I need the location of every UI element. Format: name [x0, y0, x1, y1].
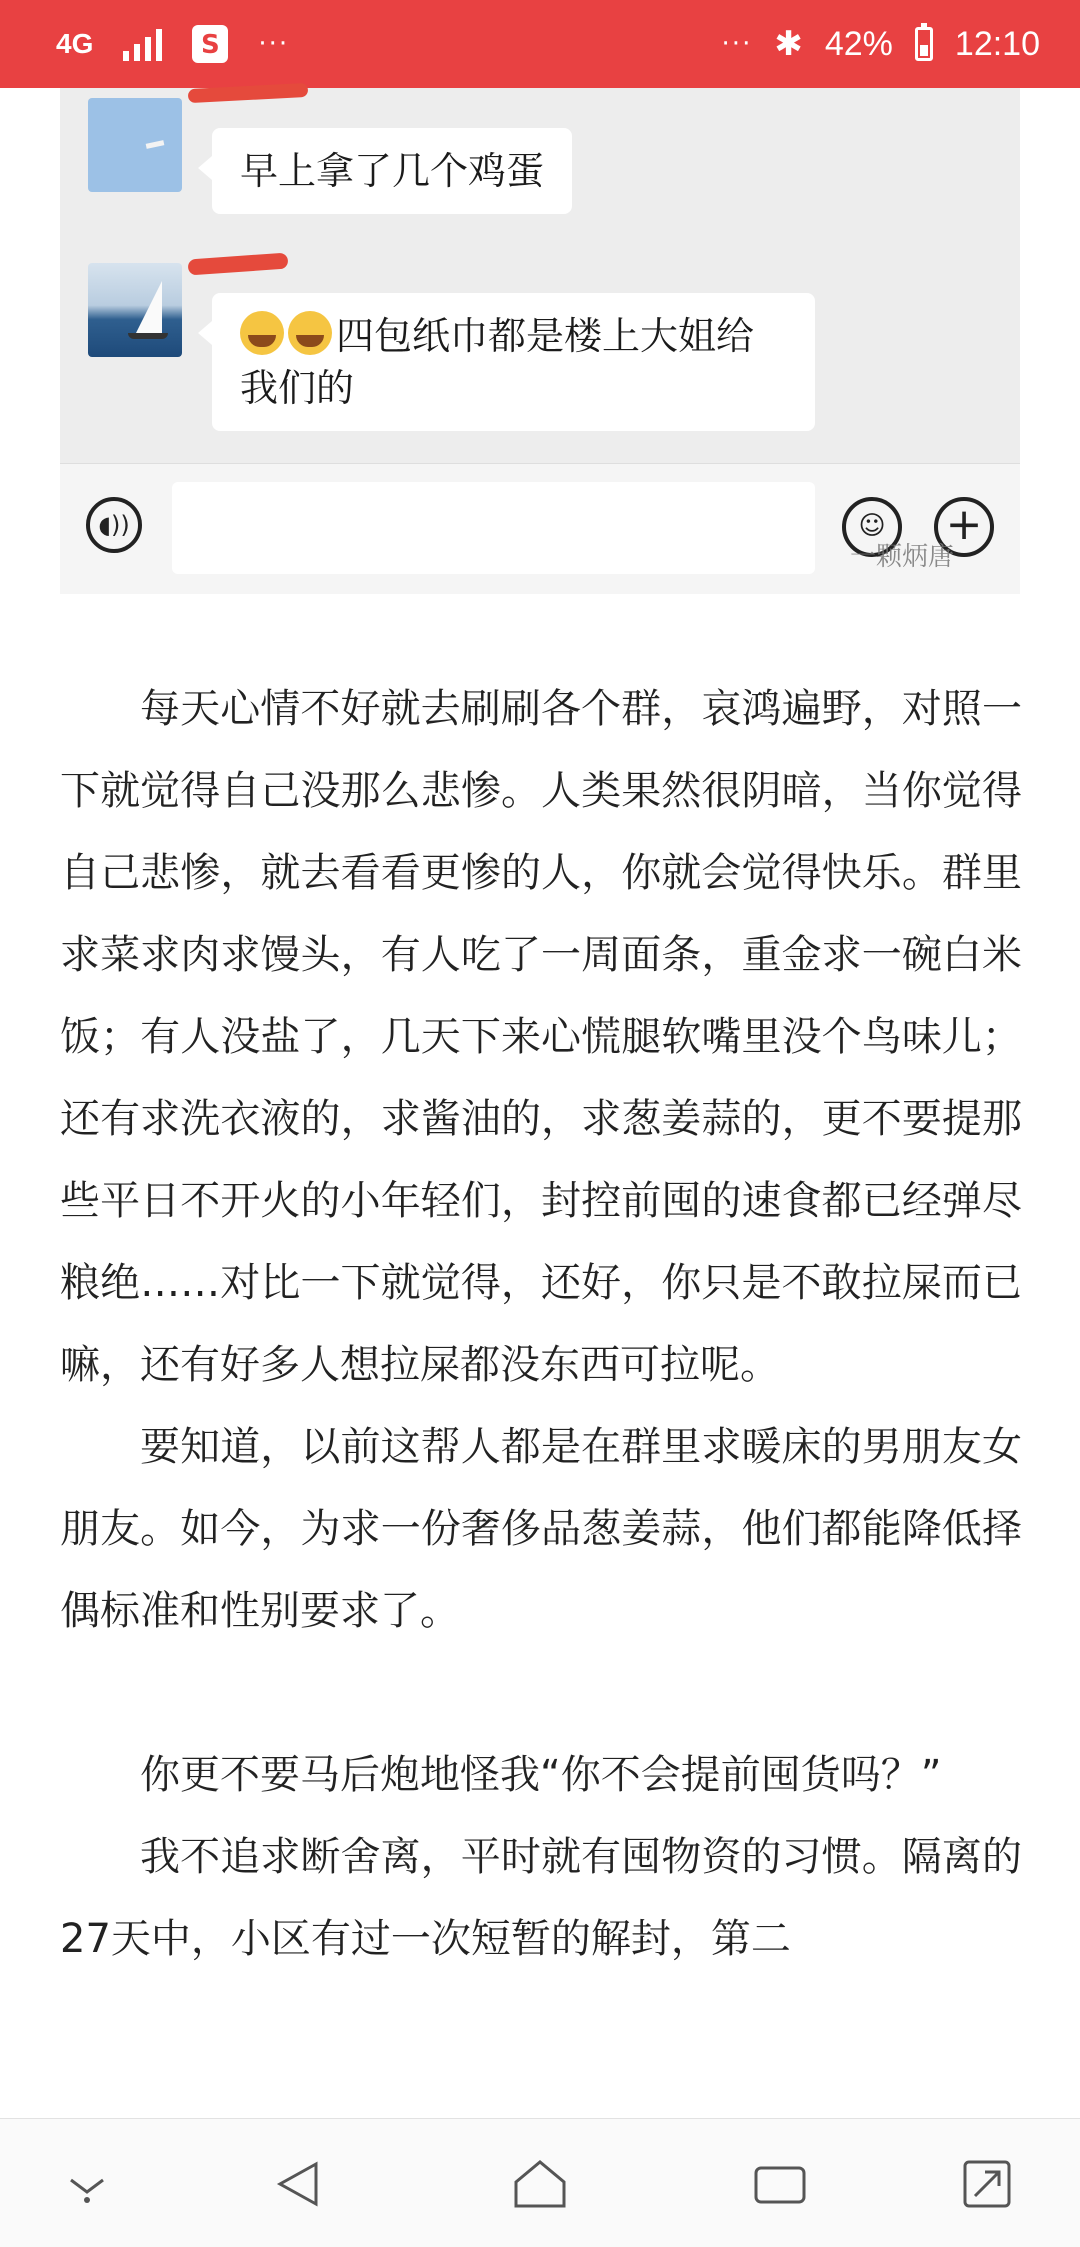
status-bar-left: [56, 0, 289, 88]
network-type: 4G: [56, 28, 94, 59]
chevron-down-icon[interactable]: [52, 2149, 122, 2219]
paragraph: 我不追求断舍离，平时就有囤物资的习惯。隔离的27天中，小区有过一次短暂的解封，第二: [60, 1834, 1022, 1962]
home-icon[interactable]: [505, 2149, 575, 2219]
boat-hull: [128, 333, 168, 339]
battery-icon: [915, 27, 933, 61]
chat-message: 早上拿了几个鸡蛋: [212, 128, 572, 214]
chat-screenshot: [60, 88, 1020, 593]
chat-message-text: 四包纸巾都是楼上大姐给我们的: [240, 314, 755, 410]
chat-input[interactable]: [172, 482, 815, 574]
article-body: [60, 668, 1022, 1980]
laugh-cry-emoji-icon: [288, 311, 332, 355]
shopping-bag-icon: S: [192, 25, 228, 63]
laugh-cry-emoji-icon: [240, 311, 284, 355]
voice-icon[interactable]: ◖)): [86, 497, 142, 553]
expand-icon[interactable]: [952, 2149, 1022, 2219]
avatar: [88, 263, 182, 357]
navigation-bar: [0, 2118, 1080, 2247]
plane-icon: [146, 140, 165, 149]
watermark: 一颗炳唐: [850, 542, 955, 572]
status-bar-right: [722, 0, 1040, 88]
clock: 12:10: [954, 24, 1040, 63]
paragraph: 每天心情不好就去刷刷各个群，哀鸿遍野，对照一下就觉得自己没那么悲惨。人类果然很阴暗，当你觉得自己悲惨，就去看看更惨的人，你就会觉得快乐。群里求菜求肉求馒头，有人吃了一周面条，重金求一碗白米饭；有人没盐了，几天下来心慌腿软嘴里没个鸟味儿；还有求洗衣液的，求酱油的，求葱姜蒜的，更不要提那些平日不开火的小年轻们，封控前囤的速食都已经弹尽粮绝……对比一下就觉得，还好，你只是不敢拉屎而已嘛，还有好多人想拉屎都没东西可拉呢。: [60, 686, 1022, 1388]
avatar: [88, 98, 182, 192]
recents-icon[interactable]: [745, 2149, 815, 2219]
battery-percent: 42%: [824, 24, 893, 63]
chat-input-bar: [60, 463, 1020, 594]
paragraph: 你更不要马后炮地怪我“你不会提前囤货吗？”: [140, 1752, 942, 1798]
chat-message: [212, 293, 815, 431]
status-bar: [0, 0, 1080, 88]
paragraph: 要知道，以前这帮人都是在群里求暖床的男朋友女朋友。如今，为求一份奢侈品葱姜蒜，他们都能降低择偶标准和性别要求了。: [60, 1424, 1022, 1634]
plus-icon[interactable]: +: [934, 497, 994, 557]
sailboat-icon: [136, 281, 162, 333]
bluetooth-icon: ✱: [774, 24, 803, 64]
signal-icon: [123, 27, 162, 61]
redaction-mark: [188, 253, 289, 276]
emoji-icon[interactable]: ☺: [842, 497, 902, 557]
back-icon[interactable]: [265, 2149, 335, 2219]
more-status-icon: ···: [721, 29, 753, 59]
more-notifications-icon: ···: [258, 29, 290, 59]
